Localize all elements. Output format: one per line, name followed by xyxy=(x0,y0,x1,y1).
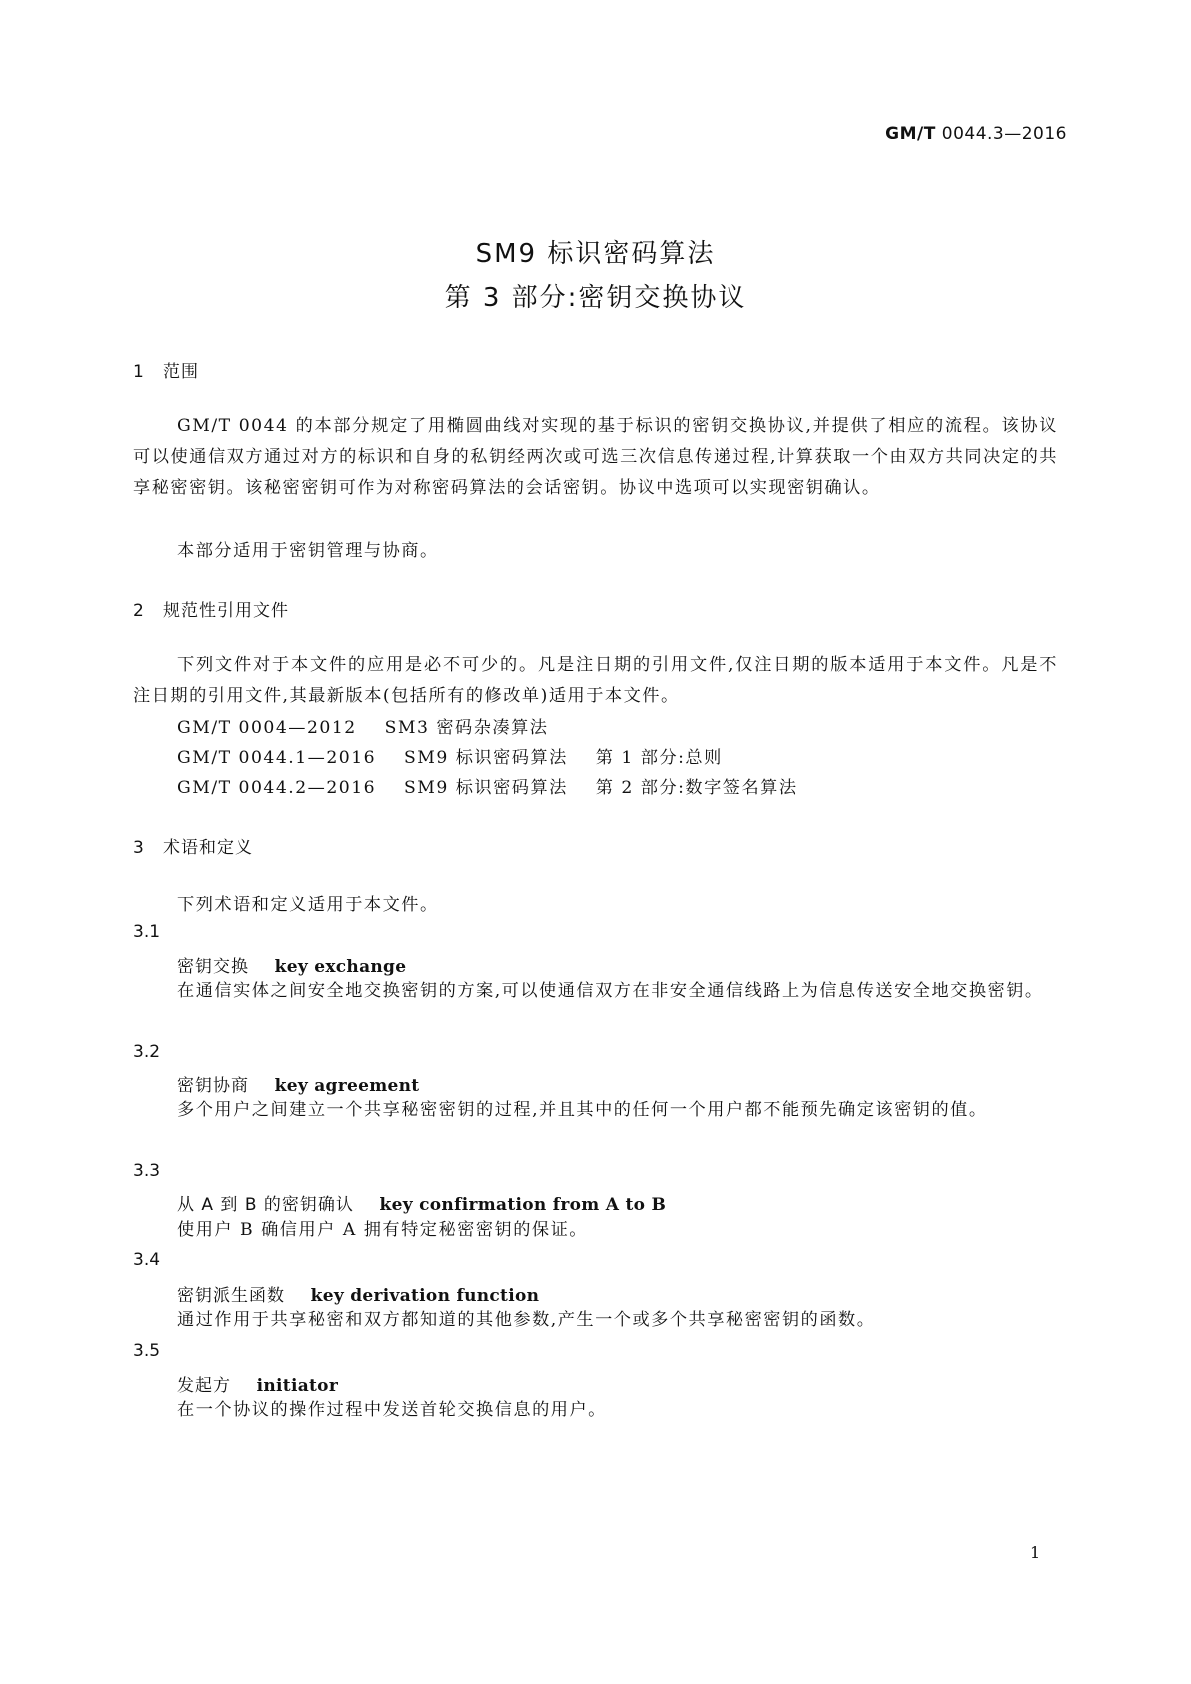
term-number: 3.2 xyxy=(133,1042,161,1062)
term-definition: 在通信实体之间安全地交换密钥的方案,可以使通信双方在非安全通信线路上为信息传送安全地交换密钥。 xyxy=(177,981,1044,1001)
term-english: key derivation function xyxy=(310,1286,540,1306)
reference-item: GM/T 0044.2—2016 SM9 标识密码算法 第 2 部分:数字签名算法 xyxy=(177,778,798,798)
term-definition: 在一个协议的操作过程中发送首轮交换信息的用户。 xyxy=(177,1400,607,1420)
term-english: key confirmation from A to B xyxy=(379,1195,667,1215)
reference-item: GM/T 0044.1—2016 SM9 标识密码算法 第 1 部分:总则 xyxy=(177,748,723,768)
term-entry xyxy=(177,1371,338,1396)
term-entry xyxy=(177,1071,419,1096)
standard-code xyxy=(885,124,1067,144)
terms-intro: 下列术语和定义适用于本文件。 xyxy=(177,895,439,915)
section-heading-scope xyxy=(133,357,199,382)
term-chinese: 从 A 到 B 的密钥确认 xyxy=(177,1195,354,1215)
term-entry xyxy=(177,1281,539,1306)
term-entry xyxy=(177,952,406,977)
term-english: initiator xyxy=(256,1376,339,1396)
term-definition: 通过作用于共享秘密和双方都知道的其他参数,产生一个或多个共享秘密密钥的函数。 xyxy=(177,1310,876,1330)
term-number: 3.1 xyxy=(133,922,161,942)
standard-prefix: GM/T xyxy=(885,124,936,144)
term-chinese: 发起方 xyxy=(177,1376,231,1396)
section-heading-terms xyxy=(133,833,253,858)
standard-number: 0044.3—2016 xyxy=(941,124,1067,144)
term-english: key agreement xyxy=(274,1076,420,1096)
references-intro: 下列文件对于本文件的应用是必不可少的。凡是注日期的引用文件,仅注日期的版本适用于本文件。凡是不注日期的引用文件,其最新版本(包括所有的修改单)适用于本文件。 xyxy=(133,655,1058,706)
term-definition: 多个用户之间建立一个共享秘密密钥的过程,并且其中的任何一个用户都不能预先确定该密钥的值。 xyxy=(177,1100,988,1120)
term-number: 3.3 xyxy=(133,1161,161,1181)
term-definition: 使用户 B 确信用户 A 拥有特定秘密密钥的保证。 xyxy=(177,1220,588,1240)
term-entry xyxy=(177,1190,666,1215)
page-number: 1 xyxy=(1030,1543,1041,1562)
term-number: 3.5 xyxy=(133,1341,161,1361)
section-number: 3 xyxy=(133,838,145,858)
term-chinese: 密钥派生函数 xyxy=(177,1286,285,1306)
term-english: key exchange xyxy=(274,957,407,977)
section-number: 1 xyxy=(133,362,145,382)
section-title: 范围 xyxy=(163,362,199,382)
term-chinese: 密钥交换 xyxy=(177,957,249,977)
scope-applicability: 本部分适用于密钥管理与协商。 xyxy=(177,541,439,561)
section-title: 术语和定义 xyxy=(163,838,253,858)
section-heading-references xyxy=(133,596,289,621)
document-subtitle: 第 3 部分:密钥交换协议 xyxy=(444,283,747,313)
term-chinese: 密钥协商 xyxy=(177,1076,249,1096)
section-number: 2 xyxy=(133,601,145,621)
term-number: 3.4 xyxy=(133,1250,161,1270)
section-title: 规范性引用文件 xyxy=(163,601,289,621)
reference-item: GM/T 0004—2012 SM3 密码杂凑算法 xyxy=(177,718,549,738)
scope-paragraph: GM/T 0044 的本部分规定了用椭圆曲线对实现的基于标识的密钥交换协议,并提供了相应的流程。该协议可以使通信双方通过对方的标识和自身的私钥经两次或可选三次信息传递过程,计算获取一个由双方共同决定的共享秘密密钥。该秘密密钥可作为对称密码算法的会话密钥。协议中选项可以实现密钥确认。 xyxy=(133,416,1058,498)
document-title: SM9 标识密码算法 xyxy=(475,239,716,269)
